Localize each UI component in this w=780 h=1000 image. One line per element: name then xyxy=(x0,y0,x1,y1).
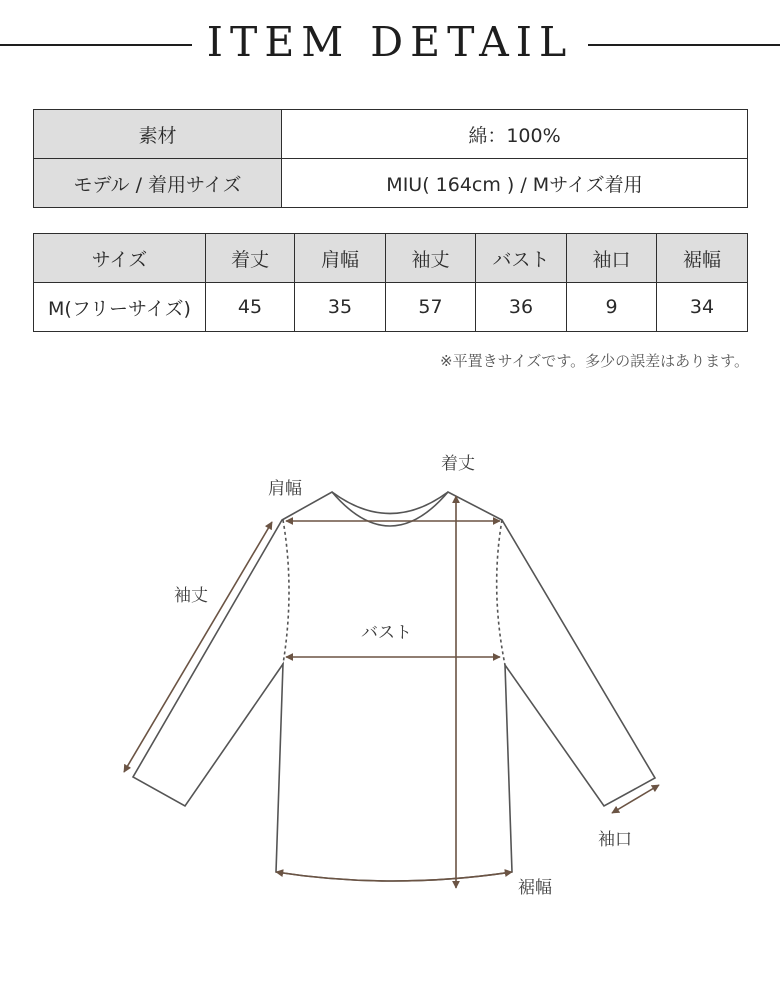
cell-hem: 34 xyxy=(657,283,748,332)
hem-arrow xyxy=(276,872,512,881)
header-shoulder: 肩幅 xyxy=(295,234,386,283)
header-cuff: 袖口 xyxy=(567,234,657,283)
spec-table xyxy=(33,109,748,208)
header-sleeve: 袖丈 xyxy=(386,234,476,283)
header-rule-right xyxy=(588,44,780,46)
table-row xyxy=(34,283,748,332)
cell-size: M(フリーサイズ) xyxy=(34,283,206,332)
table-header-row xyxy=(34,234,748,283)
measurement-arrows xyxy=(124,496,659,888)
cell-sleeve: 57 xyxy=(386,283,476,332)
header-bust: バスト xyxy=(476,234,567,283)
length-label: 着丈 xyxy=(441,454,475,474)
model-size-label: モデル / 着用サイズ xyxy=(34,159,282,208)
header-hem: 裾幅 xyxy=(657,234,748,283)
sleeve-arrow xyxy=(124,522,272,772)
size-table xyxy=(33,233,748,332)
garment-outline xyxy=(133,492,655,881)
table-row xyxy=(34,110,748,159)
cuff-label: 袖口 xyxy=(598,830,632,850)
header-length: 着丈 xyxy=(206,234,295,283)
model-size-value: MIU( 164cm ) / Mサイズ着用 xyxy=(282,159,748,208)
cell-bust: 36 xyxy=(476,283,567,332)
header-size: サイズ xyxy=(34,234,206,283)
shoulder-label: 肩幅 xyxy=(268,479,302,499)
header-rule-left xyxy=(0,44,192,46)
sleeve-label: 袖丈 xyxy=(174,586,208,606)
measurement-note: ※平置きサイズです。多少の誤差はあります。 xyxy=(440,352,749,370)
material-value: 綿：100% xyxy=(282,110,748,159)
bust-label: バスト xyxy=(361,623,412,643)
section-header xyxy=(0,16,780,72)
cell-shoulder: 35 xyxy=(295,283,386,332)
hem-label: 裾幅 xyxy=(518,878,552,898)
material-label: 素材 xyxy=(34,110,282,159)
cell-cuff: 9 xyxy=(567,283,657,332)
page-title: ITEM DETAIL xyxy=(206,18,574,66)
cell-length: 45 xyxy=(206,283,295,332)
garment-diagram xyxy=(0,400,780,920)
table-row xyxy=(34,159,748,208)
